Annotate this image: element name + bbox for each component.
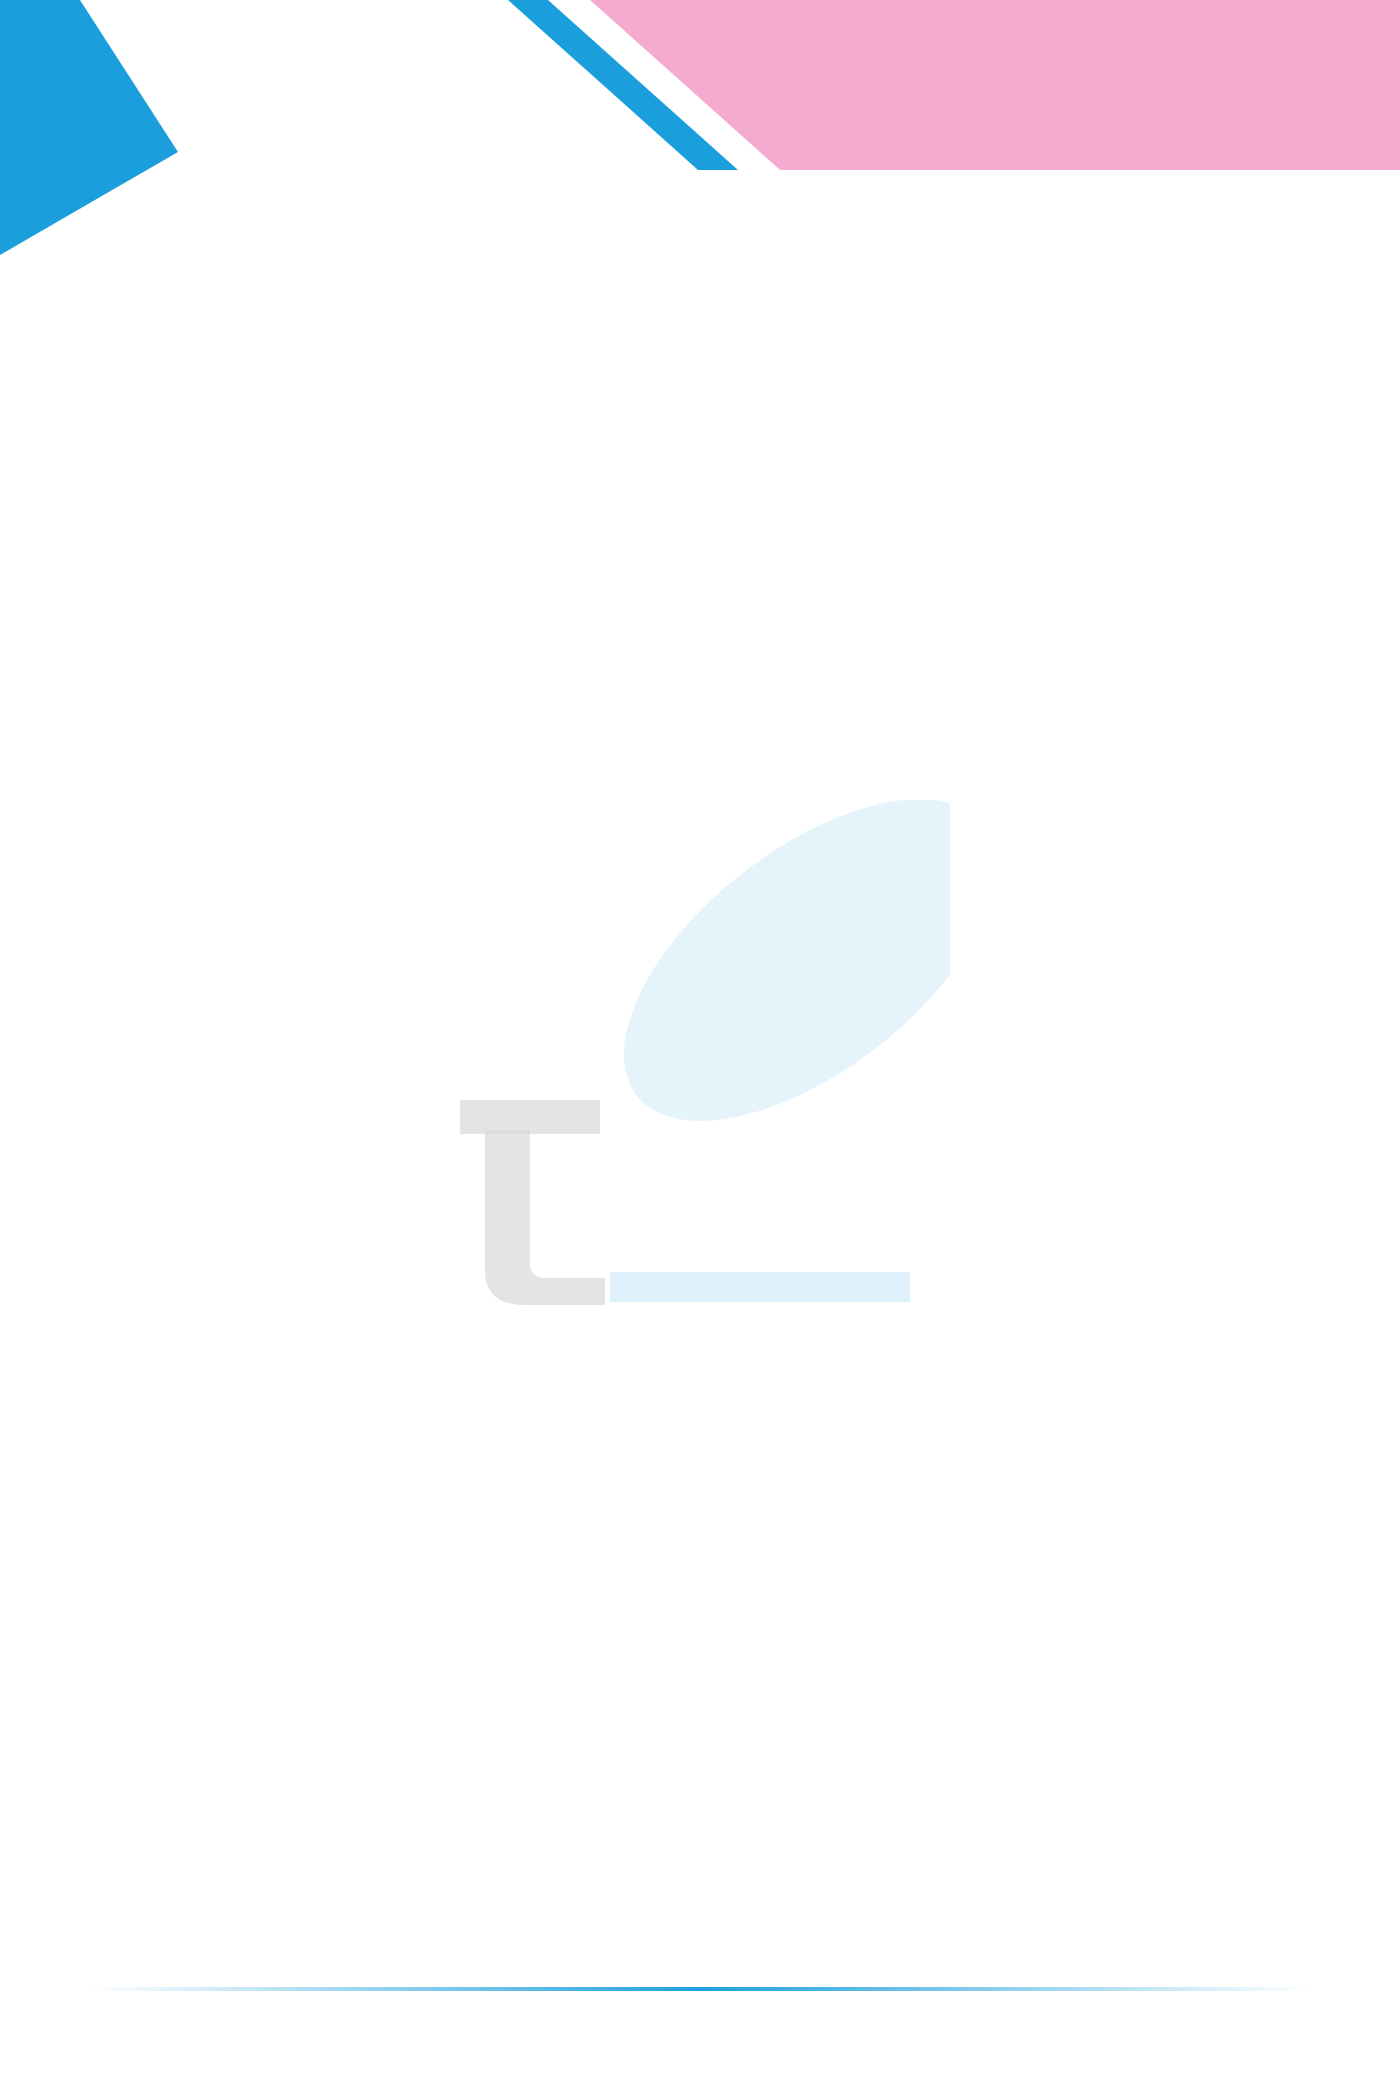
header-pink-band bbox=[590, 0, 1400, 170]
footer-divider bbox=[90, 1985, 1310, 1995]
watermark-t-bar bbox=[460, 1100, 600, 1134]
watermark-leaf bbox=[569, 800, 950, 1182]
watermark-logo bbox=[430, 800, 950, 1320]
header-decoration bbox=[0, 0, 1400, 260]
header-blue-triangle bbox=[0, 0, 178, 255]
watermark-t-stem bbox=[485, 1130, 605, 1305]
watermark-sub-band bbox=[610, 1272, 910, 1302]
